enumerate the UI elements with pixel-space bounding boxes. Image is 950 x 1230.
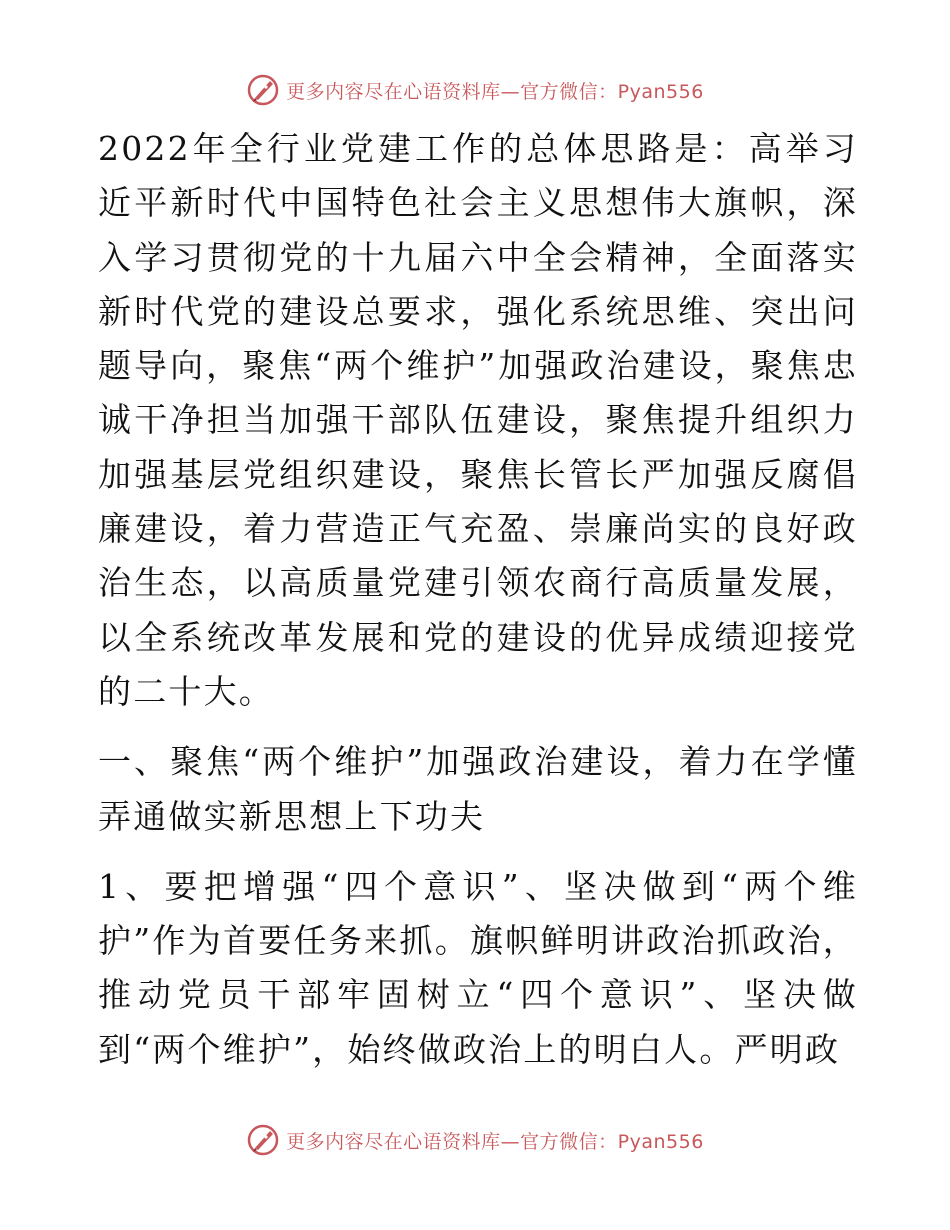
quill-pen-logo-icon bbox=[246, 73, 280, 107]
footer-watermark bbox=[0, 1120, 950, 1160]
header-watermark bbox=[0, 70, 950, 110]
section-heading-1: 一、聚焦“两个维护”加强政治建设，着力在学懂弄通做实新思想上下功夫 bbox=[98, 742, 858, 836]
paragraph-overview: 2022年全行业党建工作的总体思路是：高举习近平新时代中国特色社会主义思想伟大旗帜，深入学习贯彻党的十九届六中全会精神，全面落实新时代党的建设总要求，强化系统思维、突出问题导向，聚焦“两个维护”加强政治建设，聚焦忠诚干净担当加强干部队伍建设，聚焦提升组织力加强基层党组织建设，聚焦长管长严加强反腐倡廉建设，着力营造正气充盈、崇廉尚实的良好政治生态，以高质量党建引领农商行高质量发展，以全系统改革发展和党的建设的优异成绩迎接党的二十大。 bbox=[98, 129, 858, 711]
watermark-text: 更多内容尽在心语资料库—官方微信：Pyan556 bbox=[286, 80, 704, 103]
paragraph-item-1: 1、要把增强“四个意识”、坚决做到“两个维护”作为首要任务来抓。旗帜鲜明讲政治抓政治，推动党员干部牢固树立“四个意识”、坚决做到“两个维护”，始终做政治上的明白人。严明政 bbox=[98, 866, 858, 1069]
quill-pen-logo-icon bbox=[246, 1123, 280, 1157]
document-body bbox=[98, 122, 858, 1077]
watermark-text: 更多内容尽在心语资料库—官方微信：Pyan556 bbox=[286, 1130, 704, 1153]
